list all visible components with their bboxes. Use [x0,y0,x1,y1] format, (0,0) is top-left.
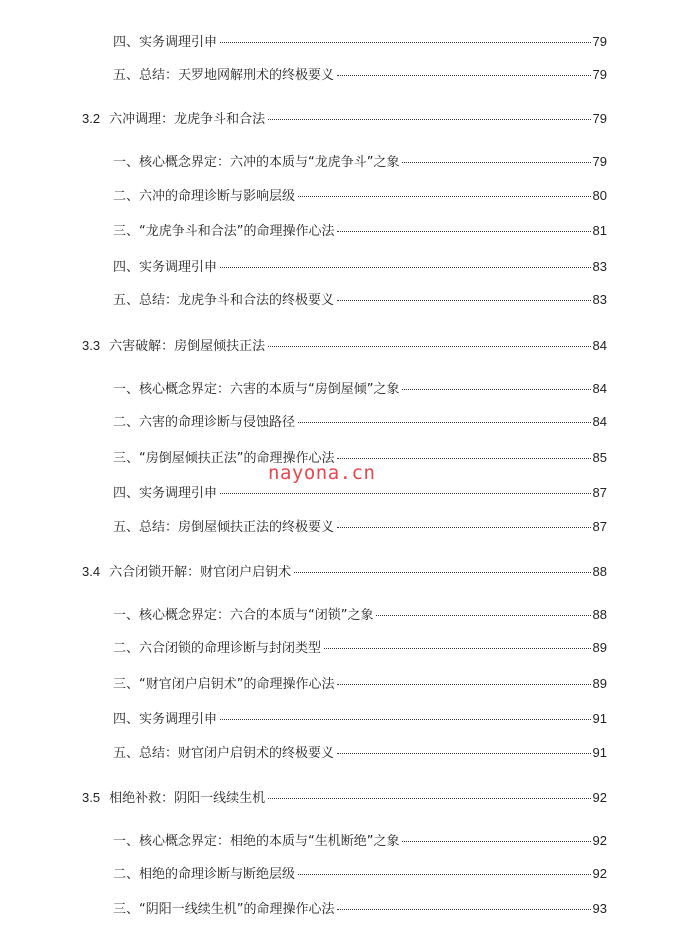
toc-page-number: 79 [592,154,607,169]
toc-entry-title: 六冲调理：龙虎争斗和合法 [109,112,266,127]
toc-subentry[interactable] [113,484,607,503]
dot-leader [220,719,591,720]
dot-leader [294,572,590,573]
toc-page-number: 89 [592,676,607,691]
dot-leader [337,300,591,301]
toc-subentry[interactable] [113,33,607,52]
toc-entry-title: 二、相绝的命理诊断与断绝层级 [113,867,296,882]
dot-leader [402,162,590,163]
toc-entry-title: 五、总结：龙虎争斗和合法的终极要义 [113,293,335,308]
toc-subentry[interactable] [113,380,607,399]
dot-leader [402,389,590,390]
toc-entry-title: 五、总结：财官闭户启钥术的终极要义 [113,746,335,761]
toc-entry-title: 三、“财官闭户启钥术”的命理操作心法 [113,677,335,692]
toc-page-number: 83 [592,259,607,274]
toc-page-number: 79 [592,67,607,82]
dot-leader [337,458,590,459]
toc-page-number: 87 [592,519,607,534]
toc-entry-title: 三、“龙虎争斗和合法”的命理操作心法 [113,224,335,239]
toc-page-number: 85 [592,450,607,465]
toc-page-number: 92 [592,833,607,848]
toc-page-number: 88 [592,607,607,622]
dot-leader [402,841,590,842]
toc-entry-title: 一、核心概念界定：相绝的本质与“生机断绝”之象 [113,834,400,849]
toc-page-number: 87 [592,485,607,500]
toc-page-number: 80 [592,188,607,203]
toc-section-number: 3.4 [82,564,101,579]
toc-entry-title: 四、实务调理引申 [113,712,218,727]
dot-leader [220,42,591,43]
toc-page-number: 91 [592,711,607,726]
toc-page-number: 81 [592,223,607,238]
toc-subentry[interactable] [113,153,607,172]
toc-section-number: 3.5 [82,790,101,805]
toc-subentry[interactable] [113,258,607,277]
toc-entry-title: 二、六合闭锁的命理诊断与封闭类型 [113,641,322,656]
dot-leader [298,196,591,197]
toc-page-number: 84 [592,414,607,429]
toc-entry-title: 相绝补救：阴阳一线续生机 [109,791,266,806]
toc-page-number: 88 [592,564,607,579]
toc-page-number: 93 [592,901,607,916]
toc-page-number: 92 [592,790,607,805]
toc-entry-title: 四、实务调理引申 [113,35,218,50]
dot-leader [337,75,591,76]
toc-subentry[interactable] [113,900,607,919]
toc-entry-title: 四、实务调理引申 [113,486,218,501]
toc-subentry[interactable] [113,710,607,729]
toc-subentry[interactable] [113,675,607,694]
dot-leader [220,267,591,268]
toc-subentry[interactable] [113,222,607,241]
toc-section-entry[interactable] [82,110,607,129]
toc-entry-title: 二、六害的命理诊断与侵蚀路径 [113,415,296,430]
toc-section-entry[interactable] [82,789,607,808]
toc-subentry[interactable] [113,187,607,206]
toc-entry-title: 一、核心概念界定：六冲的本质与“龙虎争斗”之象 [113,155,400,170]
toc-entry-title: 一、核心概念界定：六害的本质与“房倒屋倾”之象 [113,382,400,397]
dot-leader [337,909,590,910]
toc-subentry[interactable] [113,518,607,537]
toc-page-number: 89 [592,640,607,655]
dot-leader [337,753,591,754]
dot-leader [298,422,591,423]
toc-subentry[interactable] [113,865,607,884]
toc-section-number: 3.3 [82,338,101,353]
toc-subentry[interactable] [113,606,607,625]
toc-entry-title: 六合闭锁开解：财官闭户启钥术 [109,565,292,580]
toc-section-entry[interactable] [82,337,607,356]
toc-subentry[interactable] [113,832,607,851]
toc-page-number: 79 [592,34,607,49]
dot-leader [337,231,590,232]
toc-entry-title: 一、核心概念界定：六合的本质与“闭锁”之象 [113,608,374,623]
toc-subentry[interactable] [113,639,607,658]
dot-leader [268,346,590,347]
dot-leader [268,119,590,120]
toc-page-number: 92 [592,866,607,881]
toc-page-number: 83 [592,292,607,307]
dot-leader [337,527,591,528]
dot-leader [337,684,590,685]
dot-leader [324,648,591,649]
toc-page-number: 91 [592,745,607,760]
dot-leader [268,798,590,799]
toc-entry-title: 六害破解：房倒屋倾扶正法 [109,339,266,354]
toc-subentry[interactable] [113,413,607,432]
toc-page-number: 84 [592,338,607,353]
dot-leader [220,493,591,494]
toc-subentry[interactable] [113,66,607,85]
toc-entry-title: 五、总结：天罗地网解刑术的终极要义 [113,68,335,83]
dot-leader [298,874,591,875]
toc-entry-title: 三、“阴阳一线续生机”的命理操作心法 [113,902,335,917]
toc-section-number: 3.2 [82,111,101,126]
toc-subentry[interactable] [113,744,607,763]
toc-entry-title: 二、六冲的命理诊断与影响层级 [113,189,296,204]
toc-entry-title: 三、“房倒屋倾扶正法”的命理操作心法 [113,451,335,466]
toc-entry-title: 五、总结：房倒屋倾扶正法的终极要义 [113,520,335,535]
dot-leader [376,615,590,616]
toc-subentry[interactable] [113,291,607,310]
toc-page-number: 79 [592,111,607,126]
watermark: nayona.cn [268,462,376,484]
toc-page-number: 84 [592,381,607,396]
toc-entry-title: 四、实务调理引申 [113,260,218,275]
toc-section-entry[interactable] [82,563,607,582]
